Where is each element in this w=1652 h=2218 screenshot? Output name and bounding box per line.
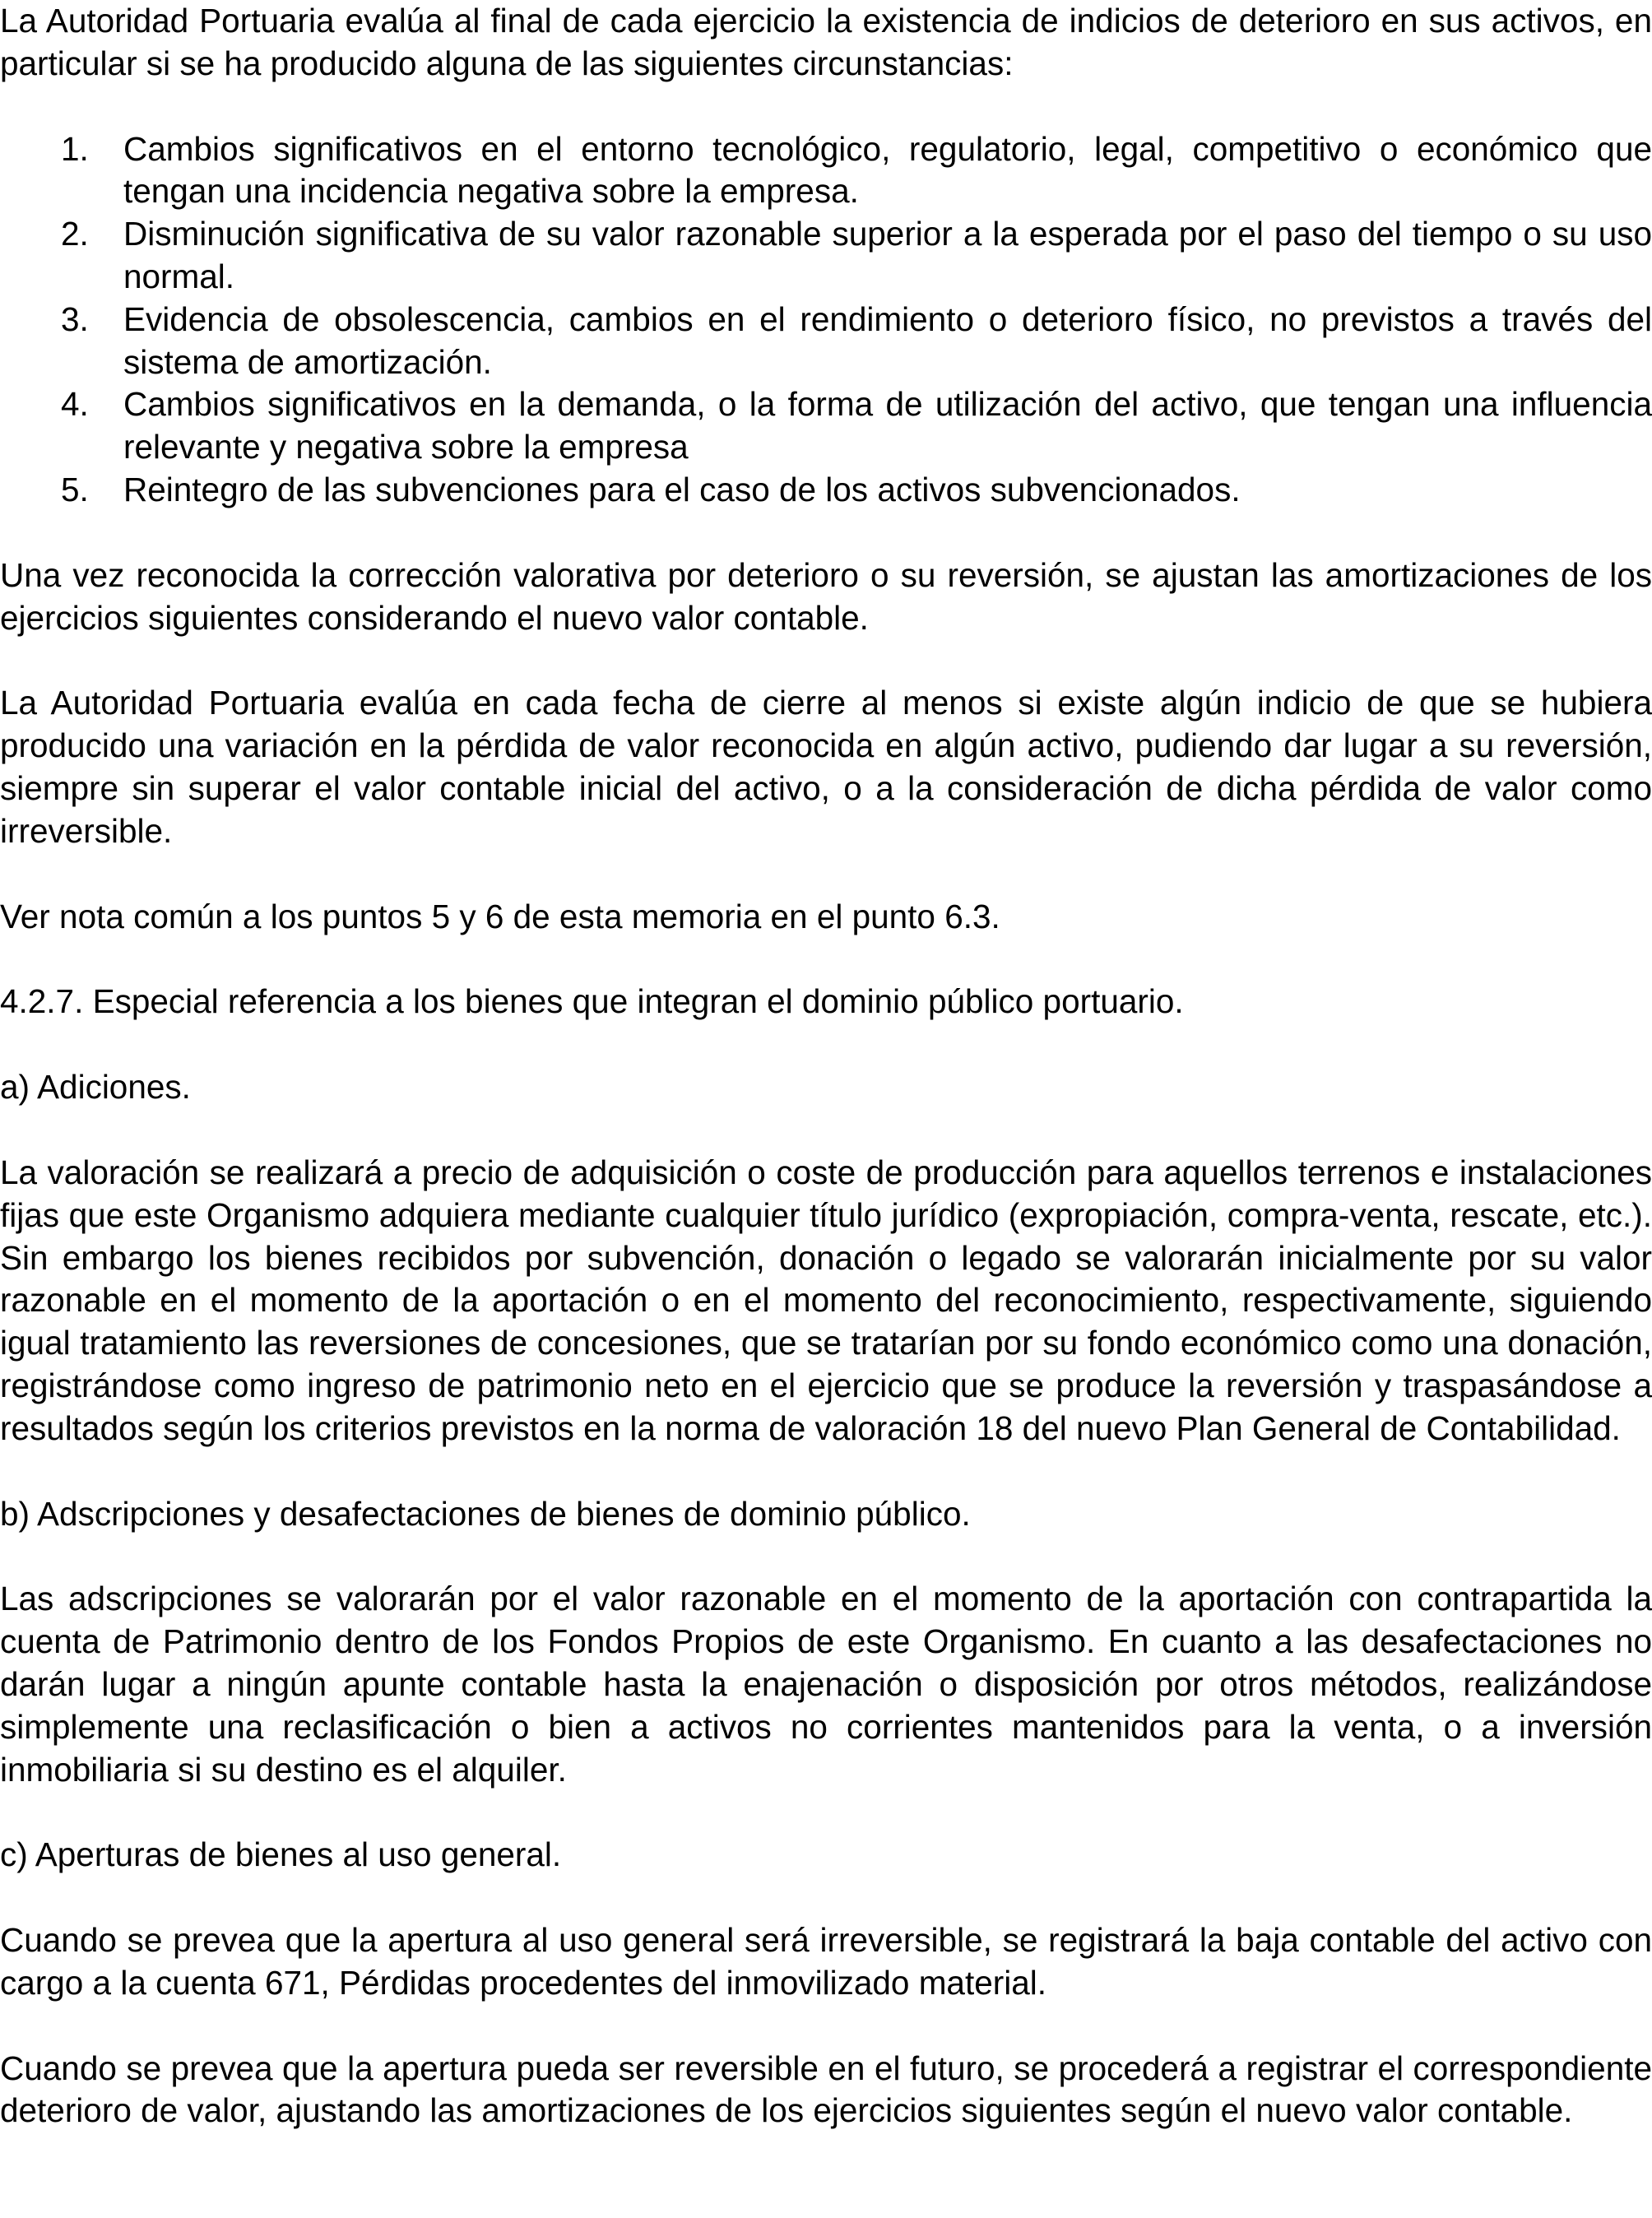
list-item-number: 2. (61, 215, 89, 253)
list-item (0, 469, 1652, 512)
subsection-c-heading: c) Aperturas de bienes al uso general. (0, 1835, 562, 1874)
list-item-number: 3. (61, 299, 89, 338)
list-item-number: 1. (61, 129, 89, 168)
section-heading: 4.2.7. Especial referencia a los bienes que integran el dominio público portuario. (0, 982, 1184, 1021)
list-item-number: 5. (61, 470, 89, 508)
subsection-c-paragraph-2: Cuando se prevea que la apertura pueda ser reversible en el futuro, se procederá a registrar el correspondiente deterioro de valor, ajustando las amortizaciones de los ejercicios siguientes según el nuevo valor contable. (0, 2049, 1652, 2130)
subsection-c-paragraph-1: Cuando se prevea que la apertura al uso general será irreversible, se registrará la baja contable del activo con cargo a la cuenta 671, Pérdidas procedentes del inmovilizado material. (0, 1921, 1652, 2002)
note-paragraph: Ver nota común a los puntos 5 y 6 de esta memoria en el punto 6.3. (0, 897, 1000, 935)
list-item-text: Reintegro de las subvenciones para el caso de los activos subvencionados. (123, 470, 1241, 508)
evaluation-paragraph: La Autoridad Portuaria evalúa en cada fecha de cierre al menos si existe algún indicio de que se hubiera producido una variación en la pérdida de valor reconocida en algún activo, pudiendo dar lugar a su reversión, siempre sin superar el valor contable inicial del activo, o a la consideración de dicha pérdida de valor como irreversible. (0, 684, 1652, 850)
list-item-text: Evidencia de obsolescencia, cambios en el rendimiento o deterioro físico, no previstos a través del sistema de amortización. (123, 299, 1652, 381)
list-item-text: Disminución significativa de su valor razonable superior a la esperada por el paso del tiempo o su uso normal. (123, 215, 1652, 295)
list-item-text: Cambios significativos en el entorno tecnológico, regulatorio, legal, competitivo o económico que tengan una incidencia negativa sobre la empresa. (123, 129, 1652, 211)
intro-paragraph: La Autoridad Portuaria evalúa al final de cada ejercicio la existencia de indicios de deterioro en sus activos, en particular si se ha producido alguna de las siguientes circunstancias: (0, 2, 1652, 82)
subsection-b-paragraph: Las adscripciones se valorarán por el valor razonable en el momento de la aportación con contrapartida la cuenta de Patrimonio dentro de los Fondos Propios de este Organismo. En cuanto a las desafectaciones no darán lugar a ningún apunte contable hasta la enajenación o disposición por otros métodos, realizándose simplemente una reclasificación o bien a activos no corrientes mantenidos para la venta, o a inversión inmobiliaria si su destino es el alquiler. (0, 1580, 1652, 1789)
subsection-a-paragraph: La valoración se realizará a precio de adquisición o coste de producción para aquellos terrenos e instalaciones fijas que este Organismo adquiera mediante cualquier título jurídico (expropiación, compra-venta, rescate, etc.). Sin embargo los bienes recibidos por subvención, donación o legado se valorarán inicialmente por su valor razonable en el momento de la aportación o en el momento del reconocimiento, respectivamente, siguiendo igual tratamiento las reversiones de concesiones, que se tratarían por su fondo económico como una donación, registrándose como ingreso de patrimonio neto en el ejercicio que se produce la reversión y traspasándose a resultados según los criterios previstos en la norma de valoración 18 del nuevo Plan General de Contabilidad. (0, 1153, 1652, 1447)
list-item (0, 213, 1652, 299)
correction-paragraph: Una vez reconocida la corrección valorativa por deterioro o su reversión, se ajustan las amortizaciones de los ejercicios siguientes considerando el nuevo valor contable. (0, 555, 1652, 637)
subsection-a-heading: a) Adiciones. (0, 1068, 191, 1107)
list-item-text: Cambios significativos en la demanda, o la forma de utilización del activo, que tengan una influencia relevante y negativa sobre la empresa (123, 385, 1652, 466)
list-item (0, 299, 1652, 384)
list-item (0, 383, 1652, 469)
list-item-number: 4. (61, 385, 89, 424)
circumstances-list (0, 128, 1652, 512)
subsection-b-heading: b) Adscripciones y desafectaciones de bienes de dominio público. (0, 1494, 971, 1533)
list-item (0, 128, 1652, 214)
